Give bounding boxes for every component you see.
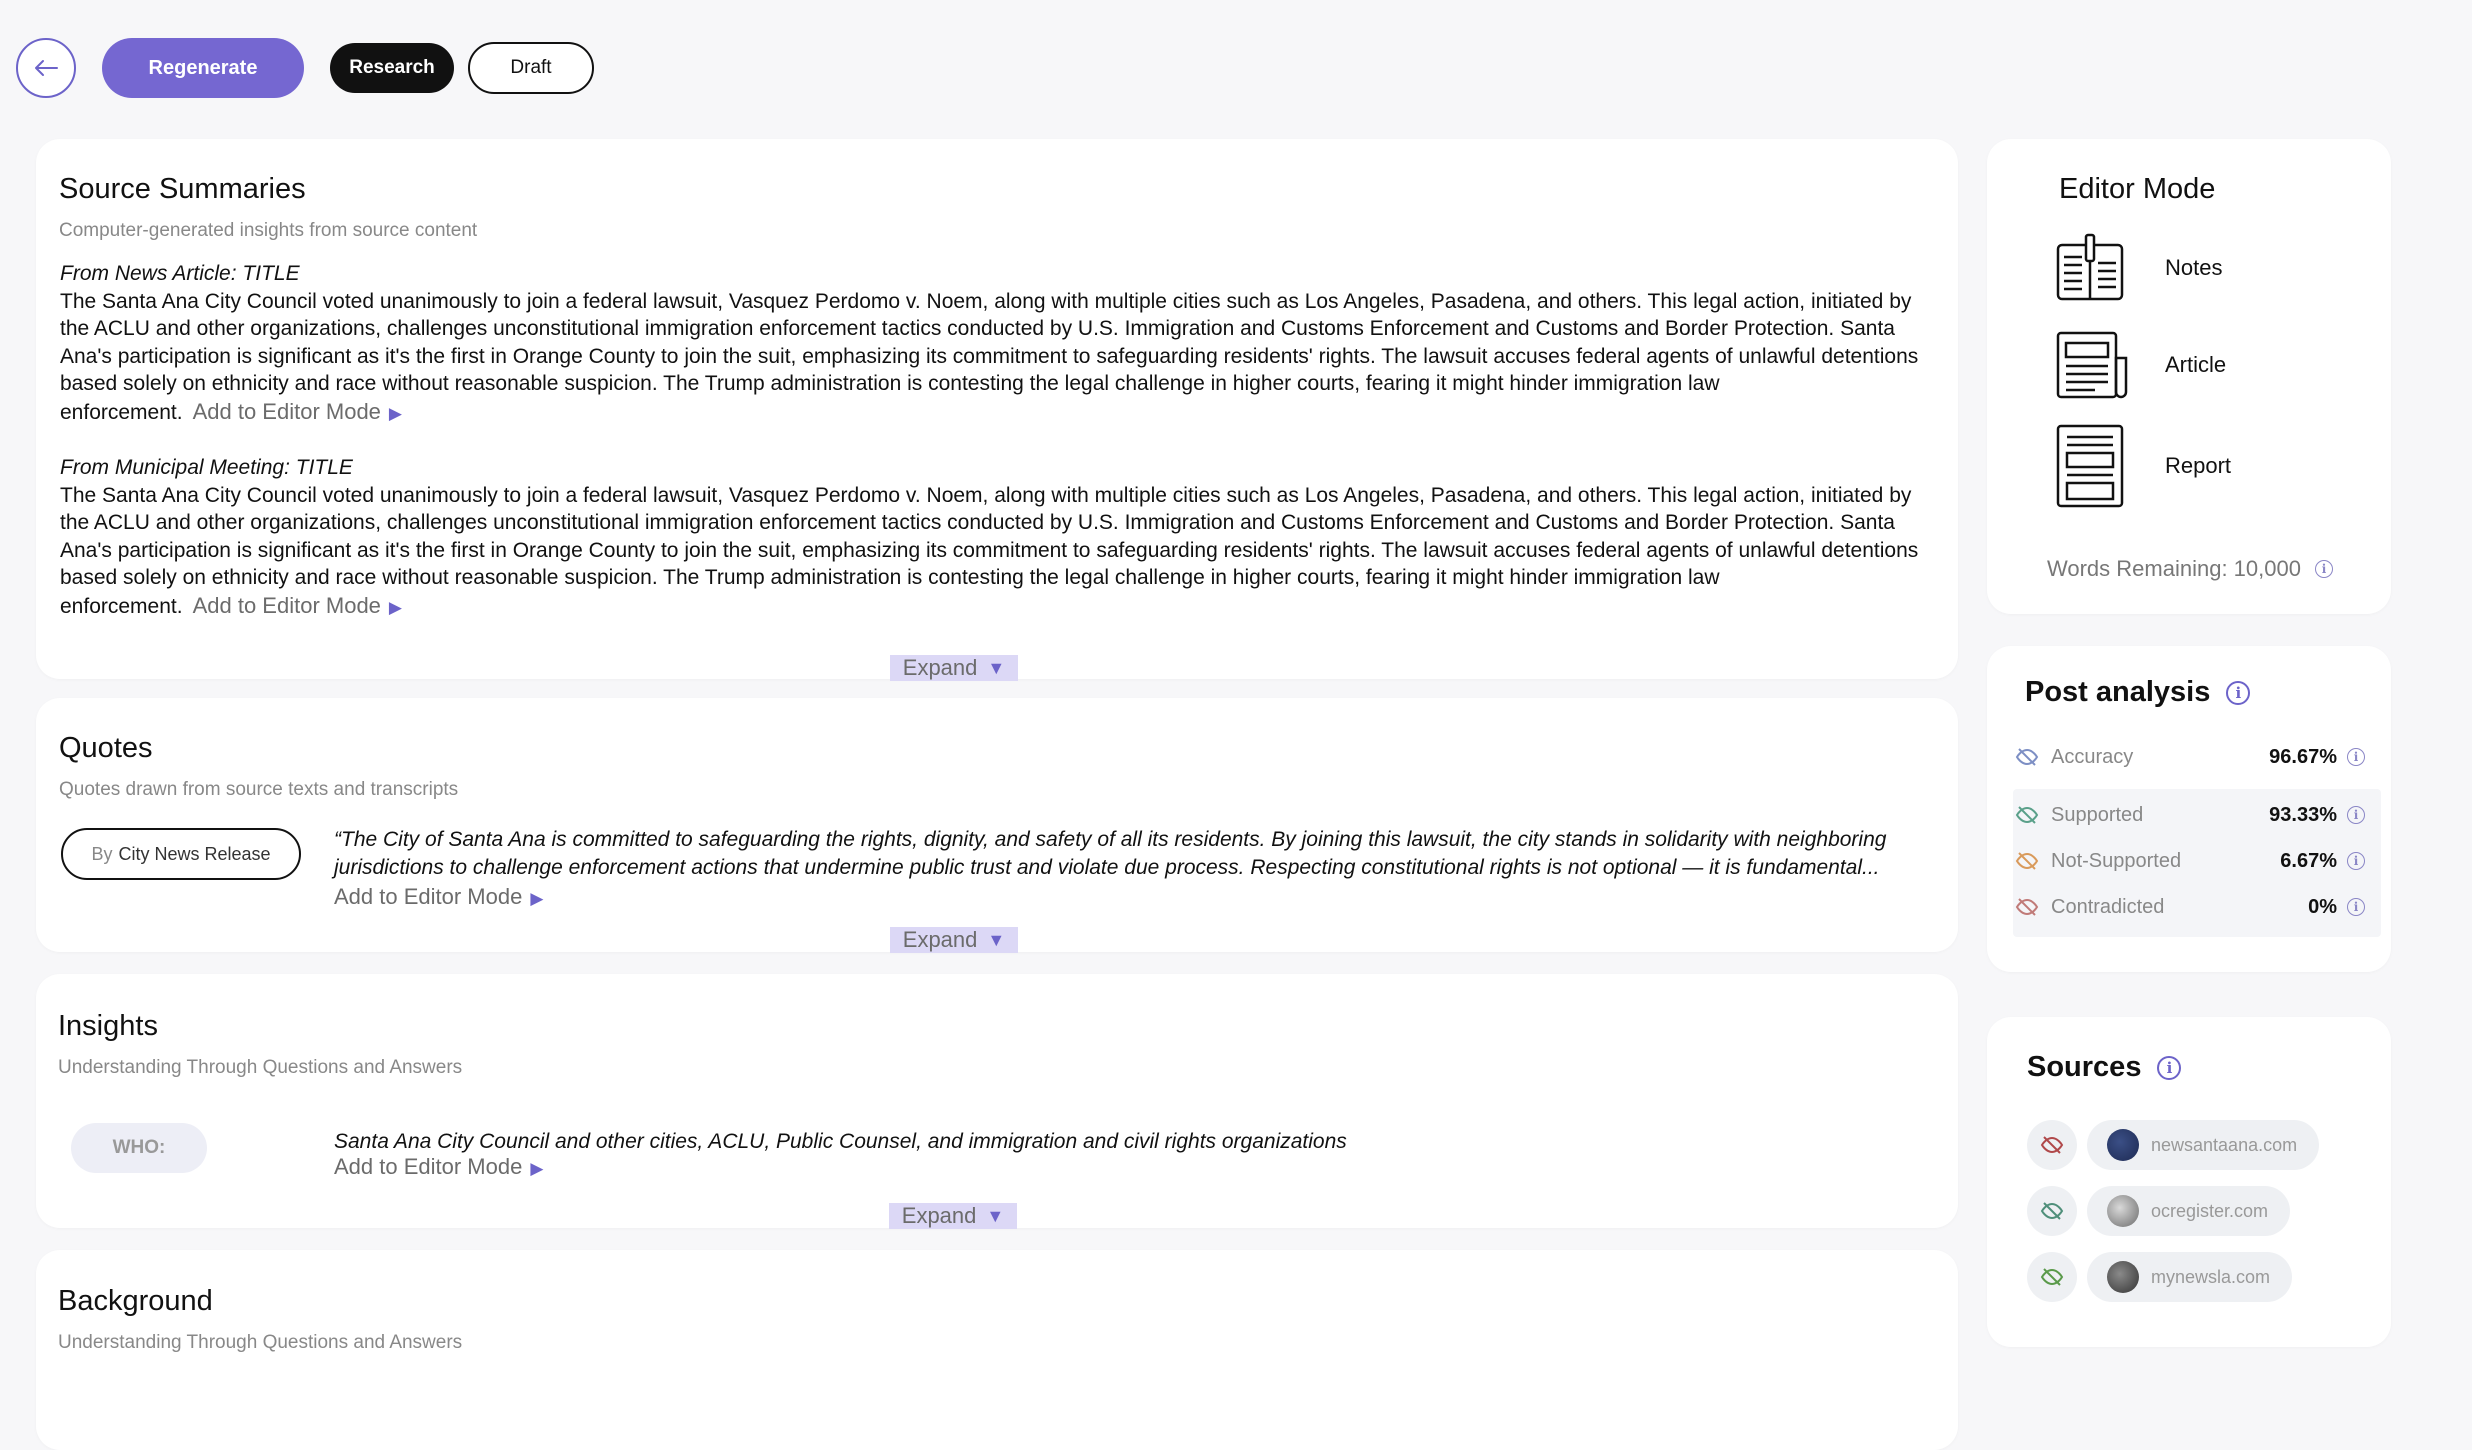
add-to-editor-label: Add to Editor Mode xyxy=(192,398,381,424)
quote-text xyxy=(334,826,1934,882)
quotes-subtitle: Quotes drawn from source texts and transcripts xyxy=(59,779,459,800)
editor-mode-card xyxy=(1987,139,2391,614)
source-summary-title: From News Article: TITLE xyxy=(60,262,300,285)
metric-value: 0% xyxy=(2308,895,2337,918)
source-summaries-subtitle: Computer-generated insights from source content xyxy=(59,220,478,241)
editor-mode-title: Editor Mode xyxy=(2059,173,2216,205)
metric-label: Accuracy xyxy=(2051,745,2134,768)
insights-subtitle: Understanding Through Questions and Answers xyxy=(58,1057,463,1078)
source-summary-item xyxy=(60,260,1930,427)
add-to-editor-link[interactable] xyxy=(334,1154,543,1180)
favicon-image xyxy=(2107,1195,2139,1227)
expand-button[interactable] xyxy=(890,655,1018,681)
favicon-image xyxy=(2107,1129,2139,1161)
quote-line: “The City of Santa Ana is committed to safeguarding the rights, dignity, and safety of all its residents. By joining this lawsuit, the city stands in solidarity with neighboring xyxy=(334,828,1887,851)
source-domain: newsantaana.com xyxy=(2151,1134,2298,1155)
insights-title: Insights xyxy=(58,1010,158,1042)
add-to-editor-link[interactable] xyxy=(193,399,402,424)
eye-off-icon xyxy=(2015,897,2039,917)
source-row xyxy=(2027,1120,2319,1170)
metric-value: 6.67% xyxy=(2280,849,2337,872)
info-icon[interactable]: i xyxy=(2347,748,2365,766)
background-title: Background xyxy=(58,1285,213,1317)
add-to-editor-label: Add to Editor Mode xyxy=(334,884,523,909)
mode-label: Notes xyxy=(2165,255,2223,280)
source-row xyxy=(2027,1252,2292,1302)
sources-header xyxy=(2027,1051,2181,1084)
caret-down-icon: ▼ xyxy=(986,1205,1005,1226)
source-domain: ocregister.com xyxy=(2151,1200,2269,1221)
visibility-toggle[interactable] xyxy=(2027,1186,2077,1236)
background-subtitle: Understanding Through Questions and Answers xyxy=(58,1332,463,1353)
add-to-editor-label: Add to Editor Mode xyxy=(334,1154,523,1179)
top-toolbar xyxy=(16,38,594,98)
play-triangle-icon: ▶ xyxy=(388,597,402,617)
source-summary-text: The Santa Ana City Council voted unanimously to join a federal lawsuit, Vasquez Perdomo v. Noem, along with multiple cities such as Los Angeles, Pasadena, and others. This legal action, initiated by the ACLU and other organizations, challenges unconstitutional immigration enforcement tactics conducted by U.S. Immigration and Customs Enforcement and Customs and Border Protection. Santa Ana's participation is significant as it's the first in Orange County to join the suit, emphasizing its commitment to safeguarding residents' rights. The lawsuit accuses federal agents of unlawful detentions based solely on ethnicity and race without reasonable suspicion. The Trump administration is contesting the legal challenge in higher courts, fearing it might hinder immigration law enforcement. xyxy=(60,289,1919,424)
info-icon[interactable]: i xyxy=(2226,681,2250,705)
eye-off-icon xyxy=(2015,851,2039,871)
add-to-editor-link[interactable] xyxy=(334,884,543,910)
background-card xyxy=(36,1250,1958,1450)
by-prefix: By xyxy=(91,843,113,864)
quotes-title: Quotes xyxy=(59,732,153,764)
post-analysis-header xyxy=(2025,676,2250,709)
info-icon[interactable]: i xyxy=(2315,560,2333,578)
mode-article[interactable] xyxy=(2055,330,2227,400)
post-analysis-card xyxy=(1987,646,2391,972)
sources-card xyxy=(1987,1017,2391,1347)
source-domain: mynewsla.com xyxy=(2151,1266,2271,1287)
info-icon[interactable]: i xyxy=(2347,806,2365,824)
source-row xyxy=(2027,1186,2290,1236)
back-button[interactable] xyxy=(16,38,76,98)
play-triangle-icon: ▶ xyxy=(388,403,402,423)
metric-label: Supported xyxy=(2051,803,2144,826)
eye-off-icon xyxy=(2015,747,2039,767)
quotes-card xyxy=(36,698,1958,952)
play-triangle-icon: ▶ xyxy=(530,1159,544,1178)
expand-button[interactable] xyxy=(890,927,1018,953)
play-triangle-icon: ▶ xyxy=(530,889,544,908)
eye-off-icon xyxy=(2015,805,2039,825)
expand-label: Expand xyxy=(901,1203,977,1228)
metric-label: Contradicted xyxy=(2051,895,2165,918)
quote-source-name: City News Release xyxy=(118,843,271,864)
source-summary-item xyxy=(60,454,1930,621)
mode-notes[interactable] xyxy=(2055,233,2223,303)
article-icon xyxy=(2055,330,2133,400)
metric-value: 93.33% xyxy=(2269,803,2337,826)
source-domain-pill[interactable] xyxy=(2087,1120,2319,1170)
metric-label: Not-Supported xyxy=(2051,849,2182,872)
report-icon xyxy=(2055,423,2125,509)
mode-report[interactable] xyxy=(2055,423,2232,509)
add-to-editor-link[interactable] xyxy=(193,593,402,618)
regenerate-button[interactable]: Regenerate xyxy=(102,38,304,98)
expand-label: Expand xyxy=(902,655,978,680)
info-icon[interactable]: i xyxy=(2157,1056,2181,1080)
quote-line: jurisdictions to challenge enforcement actions that undermine public trust and violate due process. Respecting constitutional rights is not optional — it is fundamental... xyxy=(334,856,1880,879)
mode-label: Report xyxy=(2165,453,2232,478)
metric-accuracy xyxy=(2015,742,2365,772)
source-summary-title: From Municipal Meeting: TITLE xyxy=(60,456,353,479)
words-remaining-text: Words Remaining: 10,000 xyxy=(2047,556,2301,581)
caret-down-icon: ▼ xyxy=(987,929,1006,950)
words-remaining xyxy=(2047,556,2333,582)
draft-tab-button[interactable]: Draft xyxy=(468,42,594,94)
eye-off-icon xyxy=(2040,1135,2064,1155)
add-to-editor-label: Add to Editor Mode xyxy=(192,592,381,618)
expand-label: Expand xyxy=(902,927,978,952)
source-summaries-card xyxy=(36,139,1958,679)
research-tab-button[interactable]: Research xyxy=(330,43,454,93)
expand-button[interactable] xyxy=(889,1203,1017,1229)
notes-icon xyxy=(2055,233,2125,303)
source-summaries-title: Source Summaries xyxy=(59,173,306,205)
visibility-toggle[interactable] xyxy=(2027,1120,2077,1170)
sources-title: Sources xyxy=(2027,1051,2142,1083)
eye-off-icon xyxy=(2040,1201,2064,1221)
quote-source-pill[interactable] xyxy=(61,828,301,880)
insights-card xyxy=(36,974,1958,1228)
caret-down-icon: ▼ xyxy=(987,657,1006,678)
metric-contradicted xyxy=(2015,892,2365,922)
who-question-pill: WHO: xyxy=(71,1123,207,1173)
favicon-image xyxy=(2107,1261,2139,1293)
source-domain-pill[interactable] xyxy=(2087,1186,2290,1236)
source-domain-pill[interactable] xyxy=(2087,1252,2292,1302)
post-analysis-title: Post analysis xyxy=(2025,676,2211,708)
mode-label: Article xyxy=(2165,352,2227,377)
insight-answer: Santa Ana City Council and other cities, ACLU, Public Counsel, and immigration and civil rights organizations xyxy=(334,1130,1347,1153)
eye-off-icon xyxy=(2040,1267,2064,1287)
visibility-toggle[interactable] xyxy=(2027,1252,2077,1302)
info-icon[interactable]: i xyxy=(2347,852,2365,870)
source-summary-text: The Santa Ana City Council voted unanimously to join a federal lawsuit, Vasquez Perdomo v. Noem, along with multiple cities such as Los Angeles, Pasadena, and others. This legal action, initiated by the ACLU and other organizations, challenges unconstitutional immigration enforcement tactics conducted by U.S. Immigration and Customs Enforcement and Customs and Border Protection. Santa Ana's participation is significant as it's the first in Orange County to join the suit, emphasizing its commitment to safeguarding residents' rights. The lawsuit accuses federal agents of unlawful detentions based solely on ethnicity and race without reasonable suspicion. The Trump administration is contesting the legal challenge in higher courts, fearing it might hinder immigration law enforcement. xyxy=(60,483,1919,618)
metric-not-supported xyxy=(2015,846,2365,876)
arrow-left-icon xyxy=(33,59,59,77)
metric-supported xyxy=(2015,800,2365,830)
info-icon[interactable]: i xyxy=(2347,898,2365,916)
metric-value: 96.67% xyxy=(2269,745,2337,768)
